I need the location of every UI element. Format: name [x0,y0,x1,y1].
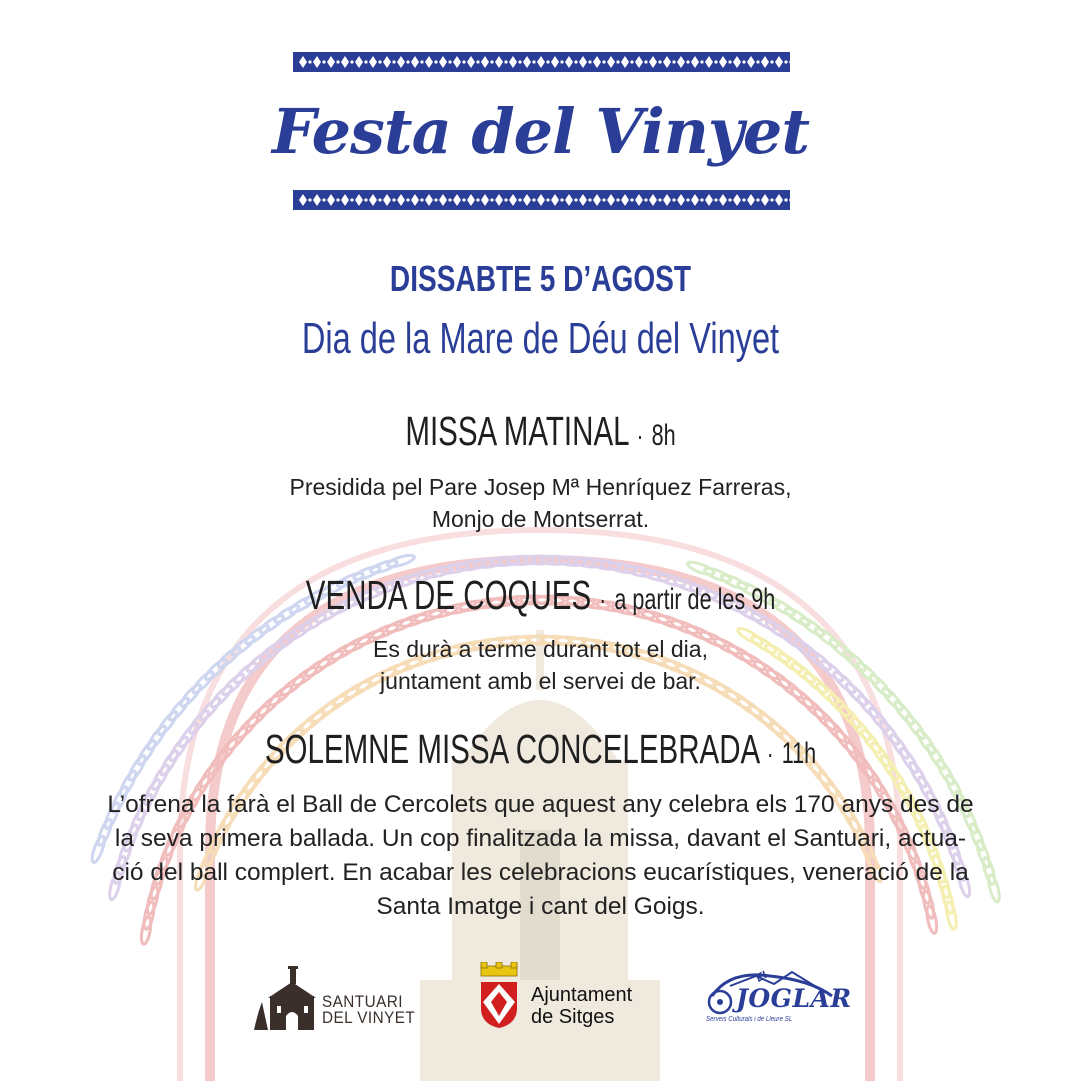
body-line: Es durà a terme durant tot el dia, [373,636,708,662]
ornament-dot [532,60,535,63]
ornament-dot [616,60,619,63]
ornament-dot [770,198,773,201]
santuari-logo-line1: SANTUARI [322,992,403,1011]
ornament-dot [308,60,311,63]
body-line: la seva primera ballada. Un cop finalitzada la missa, davant el Santuari, actua- [114,825,967,852]
ornament-dot [588,198,591,201]
ornament-dot [630,198,633,201]
ornament-dot [476,60,479,63]
santuari-logo-line2: DEL VINYET [322,1008,416,1027]
ornament-dot [350,198,353,201]
joglar-logo [700,966,852,1036]
section-time: 11h [781,737,817,770]
ornament-dot [560,60,563,63]
body-line: L’ofrena la farà el Ball de Cercolets que aquest any celebra els 170 anys des de [107,791,974,818]
ajuntament-logo-line2: de Sitges [531,1006,615,1028]
body-line: ció del ball complert. En acabar les celebracions eucarístiques, veneració de la [112,859,969,886]
ornament-dot [518,198,521,201]
ornament-dot [728,198,731,201]
ornament-dot [644,60,647,63]
ajuntament-logo [475,962,650,1032]
ornament-dot [336,198,339,201]
section-venda-coques-body [0,633,1081,697]
ornament-dot [490,60,493,63]
ornament-dot [448,60,451,63]
ornament-dot [490,198,493,201]
festa-title: Festa del Vinyet [271,95,810,168]
ornament-dot [392,60,395,63]
body-line: juntament amb el servei de bar. [380,668,701,694]
ornament-dot [504,198,507,201]
title-block [0,82,1081,182]
ornament-dot [630,60,633,63]
section-title: VENDA DE COQUES [305,572,592,618]
ornament-dot [686,60,689,63]
ornament-dot [322,198,325,201]
ornament-dot [364,60,367,63]
ornament-dot [742,198,745,201]
section-venda-coques-heading [151,572,929,619]
ornament-dot [434,198,437,201]
ornament-dot [406,198,409,201]
event-subtitle: Dia de la Mare de Déu del Vinyet [301,314,780,363]
ornament-dot [672,60,675,63]
section-time: a partir de les 9h [614,583,776,616]
ornament-dot [686,198,689,201]
ornament-dot [308,198,311,201]
ornament-dot [476,198,479,201]
section-separator: · [766,738,774,769]
ornament-dot [756,198,759,201]
ornament-dot [784,60,787,63]
joglar-logo-small: EL [753,967,773,985]
section-missa-concelebrada-body [40,788,1041,924]
ornament-dot [714,60,717,63]
ornament-dot [560,198,563,201]
ornament-dot [756,60,759,63]
section-missa-matinal-heading [151,408,929,455]
section-title: MISSA MATINAL [405,408,629,454]
section-separator: · [599,584,607,615]
section-missa-matinal-body [0,471,1081,535]
section-missa-concelebrada-heading [151,726,929,773]
ornament-dot [434,60,437,63]
section-separator: · [636,420,644,451]
ornament-dot [770,60,773,63]
ornament-dot [644,198,647,201]
ornament-dot [462,60,465,63]
ornament-dot [532,198,535,201]
ornament-dot [742,60,745,63]
ornament-dot [574,60,577,63]
ornament-dot [616,198,619,201]
ornament-dot [392,198,395,201]
ornament-dot [462,198,465,201]
ornament-dot [700,60,703,63]
ornament-dot [546,198,549,201]
body-line: Santa Imatge i cant del Goigs. [376,893,705,920]
joglar-logo-name: JOGLAR [736,984,852,1013]
ornament-dot [700,198,703,201]
santuari-logo [250,960,430,1035]
ornament-dot [602,198,605,201]
ornament-dot [658,198,661,201]
ajuntament-logo-line1: Ajuntament [531,984,633,1006]
body-line: Monjo de Montserrat. [431,506,650,532]
ornament-dot [546,60,549,63]
ornament-dot [322,60,325,63]
ornament-dot [378,60,381,63]
ornament-dot [588,60,591,63]
body-line: Presidida pel Pare Josep Mª Henríquez Farreras, [289,474,792,500]
ornament-dot [714,198,717,201]
bottom-ornament-band [293,190,790,210]
ornament-dot [420,60,423,63]
ornament-dot [448,198,451,201]
event-date: DISSABTE 5 D’AGOST [389,258,692,299]
section-time: 8h [651,419,676,452]
section-title: SOLEMNE MISSA CONCELEBRADA [264,726,759,772]
ornament-dot [364,198,367,201]
ornament-dot [420,198,423,201]
ornament-dot [658,60,661,63]
ornament-dot [518,60,521,63]
ornament-dot [378,198,381,201]
church-icon [250,962,320,1032]
ornament-dot [350,60,353,63]
ornament-dot [784,198,787,201]
ornament-dot [728,60,731,63]
ornament-dot [406,60,409,63]
ornament-dot [574,198,577,201]
ornament-dot [602,60,605,63]
joglar-logo-tagline: Serveis Culturals i de Lleure SL [706,1016,793,1023]
ornament-dot [504,60,507,63]
ornament-dot [672,198,675,201]
top-ornament-band [293,52,790,72]
coat-of-arms-icon [475,962,523,1032]
ornament-dot [336,60,339,63]
